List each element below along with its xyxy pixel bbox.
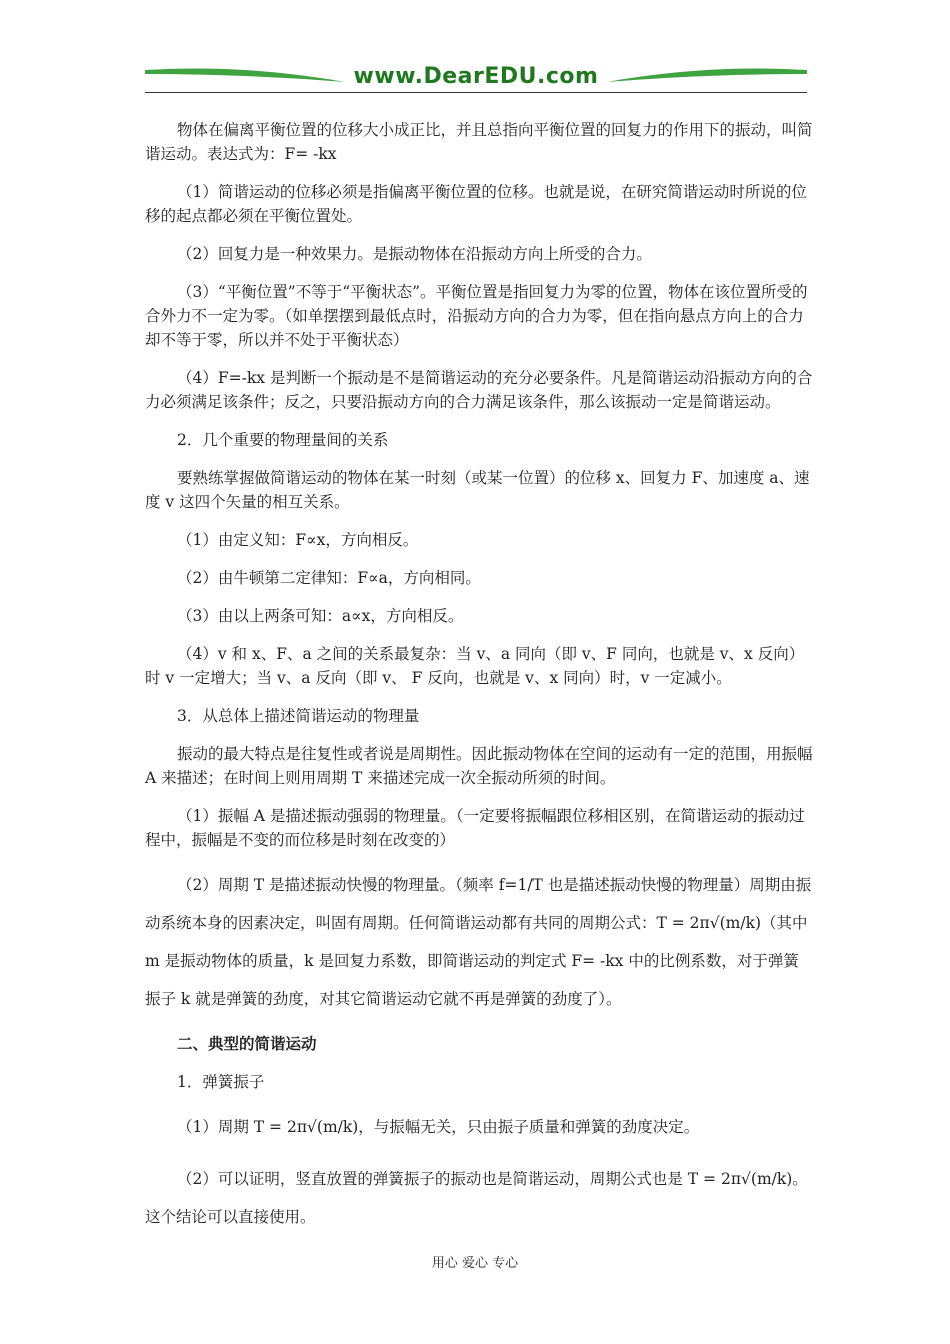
- paragraph-relation-2: （2）由牛顿第二定律知：F∝a，方向相同。: [177, 569, 481, 587]
- paragraph-point-2: （2）回复力是一种效果力。是振动物体在沿振动方向上所受的合力。: [177, 245, 652, 263]
- document-body: [145, 118, 813, 1250]
- site-logo-text: www.DearEDU.com: [353, 64, 599, 89]
- subsection-heading-spring: 1．弹簧振子: [177, 1073, 265, 1091]
- paragraph-relation-1: （1）由定义知：F∝x，方向相反。: [177, 531, 419, 549]
- paragraph-definition: 物体在偏离平衡位置的位移大小成正比，并且总指向平衡位置的回复力的作用下的振动，叫简谐运动。表达式为：F= -kx: [145, 121, 813, 163]
- paragraph-amplitude: （1）振幅 A 是描述振动强弱的物理量。（一定要将振幅跟位移相区别，在简谐运动的振动过程中，振幅是不变的而位移是时刻在改变的）: [145, 807, 805, 849]
- site-header: [145, 60, 807, 96]
- page-footer: 用心 爱心 专心: [431, 1256, 519, 1271]
- section-heading-2: 2．几个重要的物理量间的关系: [177, 431, 389, 449]
- paragraph-relation-3: （3）由以上两条可知：a∝x，方向相反。: [177, 607, 464, 625]
- paragraph-point-3: （3）“平衡位置”不等于“平衡状态”。平衡位置是指回复力为零的位置，物体在该位置所受的合外力不一定为零。（如单摆摆到最低点时，沿振动方向的合力为零，但在指向悬点方向上的合力却不等于零，所以并不处于平衡状态）: [145, 283, 808, 349]
- section-heading-typical: 二、典型的简谐运动: [177, 1034, 317, 1053]
- paragraph-spring-period: （1）周期 T = 2π√(m/k)，与振幅无关，只由振子质量和弹簧的劲度决定。: [177, 1118, 700, 1136]
- paragraph-point-1: （1）简谐运动的位移必须是指偏离平衡位置的位移。也就是说，在研究简谐运动时所说的位移的起点都必须在平衡位置处。: [145, 183, 807, 225]
- paragraph-period: （2）周期 T 是描述振动快慢的物理量。（频率 f=1/T 也是描述振动快慢的物理量）周期由振动系统本身的因素决定，叫固有周期。任何简谐运动都有共同的周期公式：T = 2π√(m/k)（其中 m 是振动物体的质量，k 是回复力系数，即简谐运动的判定式 F= -kx 中的比例系数，对于弹簧振子 k 就是弹簧的劲度，对其它简谐运动它就不再是弹簧的劲度了）。: [145, 876, 812, 1008]
- paragraph-relations: 要熟练掌握做简谐运动的物体在某一时刻（或某一位置）的位移 x、回复力 F、加速度 a、速度 v 这四个矢量的相互关系。: [145, 469, 810, 511]
- paragraph-relation-4: （4）v 和 x、F、a 之间的关系最复杂：当 v、a 同向（即 v、F 同向，也就是 v、x 反向）时 v 一定增大；当 v、a 反向（即 v、 F 反向，也就是 v、x 同向）时，v 一定减小。: [145, 645, 805, 687]
- paragraph-vertical-spring: （2）可以证明，竖直放置的弹簧振子的振动也是简谐运动，周期公式也是 T = 2π√(m/k)。这个结论可以直接使用。: [145, 1170, 808, 1226]
- paragraph-point-4: （4）F=-kx 是判断一个振动是不是简谐运动的充分必要条件。凡是简谐运动沿振动方向的合力必须满足该条件；反之，只要沿振动方向的合力满足该条件，那么该振动一定是简谐运动。: [145, 369, 813, 411]
- paragraph-periodicity: 振动的最大特点是往复性或者说是周期性。因此振动物体在空间的运动有一定的范围，用振幅 A 来描述；在时间上则用周期 T 来描述完成一次全振动所须的时间。: [145, 745, 813, 787]
- section-heading-3: 3．从总体上描述简谐运动的物理量: [177, 707, 420, 725]
- header-rule: [145, 92, 807, 93]
